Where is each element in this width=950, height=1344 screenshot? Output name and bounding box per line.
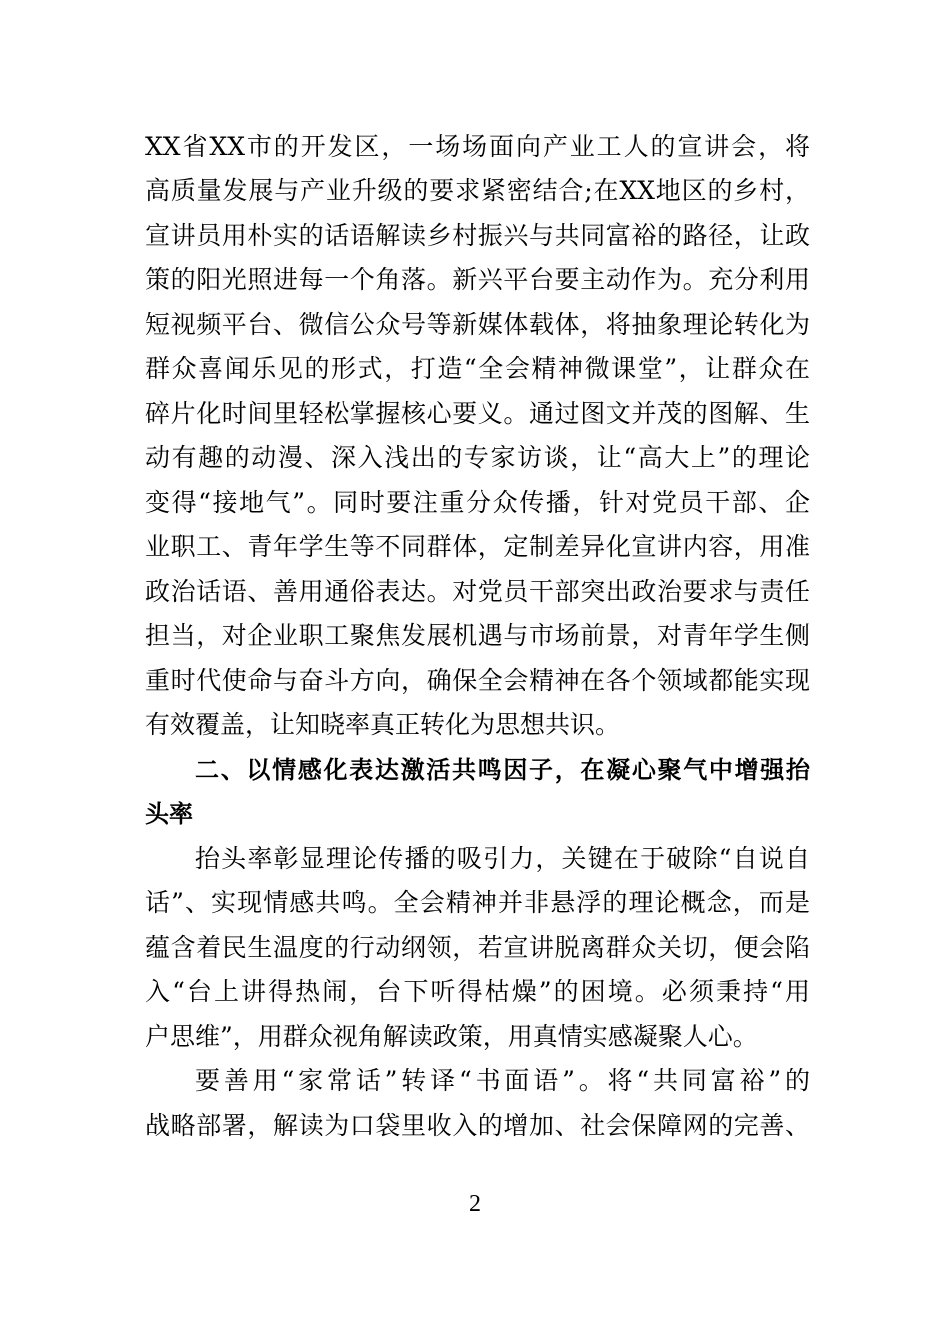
paragraph-line: 策的阳光照进每一个角落。新兴平台要主动作为。充分利用: [145, 265, 810, 294]
paragraph-line: 变得“接地气”。同时要注重分众传播，针对党员干部、企: [145, 488, 810, 517]
paragraph-line: 高质量发展与产业升级的要求紧密结合;在XX地区的乡村，: [145, 176, 810, 205]
paragraph-line: 战略部署，解读为口袋里收入的增加、社会保障网的完善、: [145, 1111, 810, 1140]
paragraph-line: 群众喜闻乐见的形式，打造“全会精神微课堂”，让群众在: [145, 354, 810, 383]
paragraph-line: 要善用“家常话”转译“书面语”。将“共同富裕”的: [195, 1066, 810, 1095]
paragraph-line: 动有趣的动漫、深入浅出的专家访谈，让“高大上”的理论: [145, 443, 810, 472]
paragraph-line: 短视频平台、微信公众号等新媒体载体，将抽象理论转化为: [145, 310, 810, 339]
paragraph-line: 业职工、青年学生等不同群体，定制差异化宣讲内容，用准: [145, 532, 810, 561]
paragraph-line: 重时代使命与奋斗方向，确保全会精神在各个领域都能实现: [145, 666, 810, 695]
paragraph-line: 有效覆盖，让知晓率真正转化为思想共识。: [145, 710, 621, 739]
paragraph-line: 碎片化时间里轻松掌握核心要义。通过图文并茂的图解、生: [145, 399, 810, 428]
paragraph-line: 担当，对企业职工聚焦发展机遇与市场前景，对青年学生侧: [145, 621, 810, 650]
section-heading: 二、以情感化表达激活共鸣因子，在凝心聚气中增强抬: [195, 756, 810, 784]
paragraph-line: 宣讲员用朴实的话语解读乡村振兴与共同富裕的路径，让政: [145, 221, 810, 250]
paragraph-line: 入“台上讲得热闹，台下听得枯燥”的困境。必须秉持“用: [145, 977, 810, 1006]
paragraph-line: 话”、实现情感共鸣。全会精神并非悬浮的理论概念，而是: [145, 888, 810, 917]
paragraph-line: XX省XX市的开发区，一场场面向产业工人的宣讲会，将: [145, 132, 810, 161]
paragraph-line: 蕴含着民生温度的行动纲领，若宣讲脱离群众关切，便会陷: [145, 933, 810, 962]
paragraph-line: 抬头率彰显理论传播的吸引力，关键在于破除“自说自: [195, 844, 810, 873]
section-heading: 头率: [145, 800, 193, 828]
page-number: 2: [469, 1191, 481, 1217]
paragraph-line: 政治话语、善用通俗表达。对党员干部突出政治要求与责任: [145, 577, 810, 606]
paragraph-line: 户思维”，用群众视角解读政策，用真情实感凝聚人心。: [145, 1022, 758, 1051]
